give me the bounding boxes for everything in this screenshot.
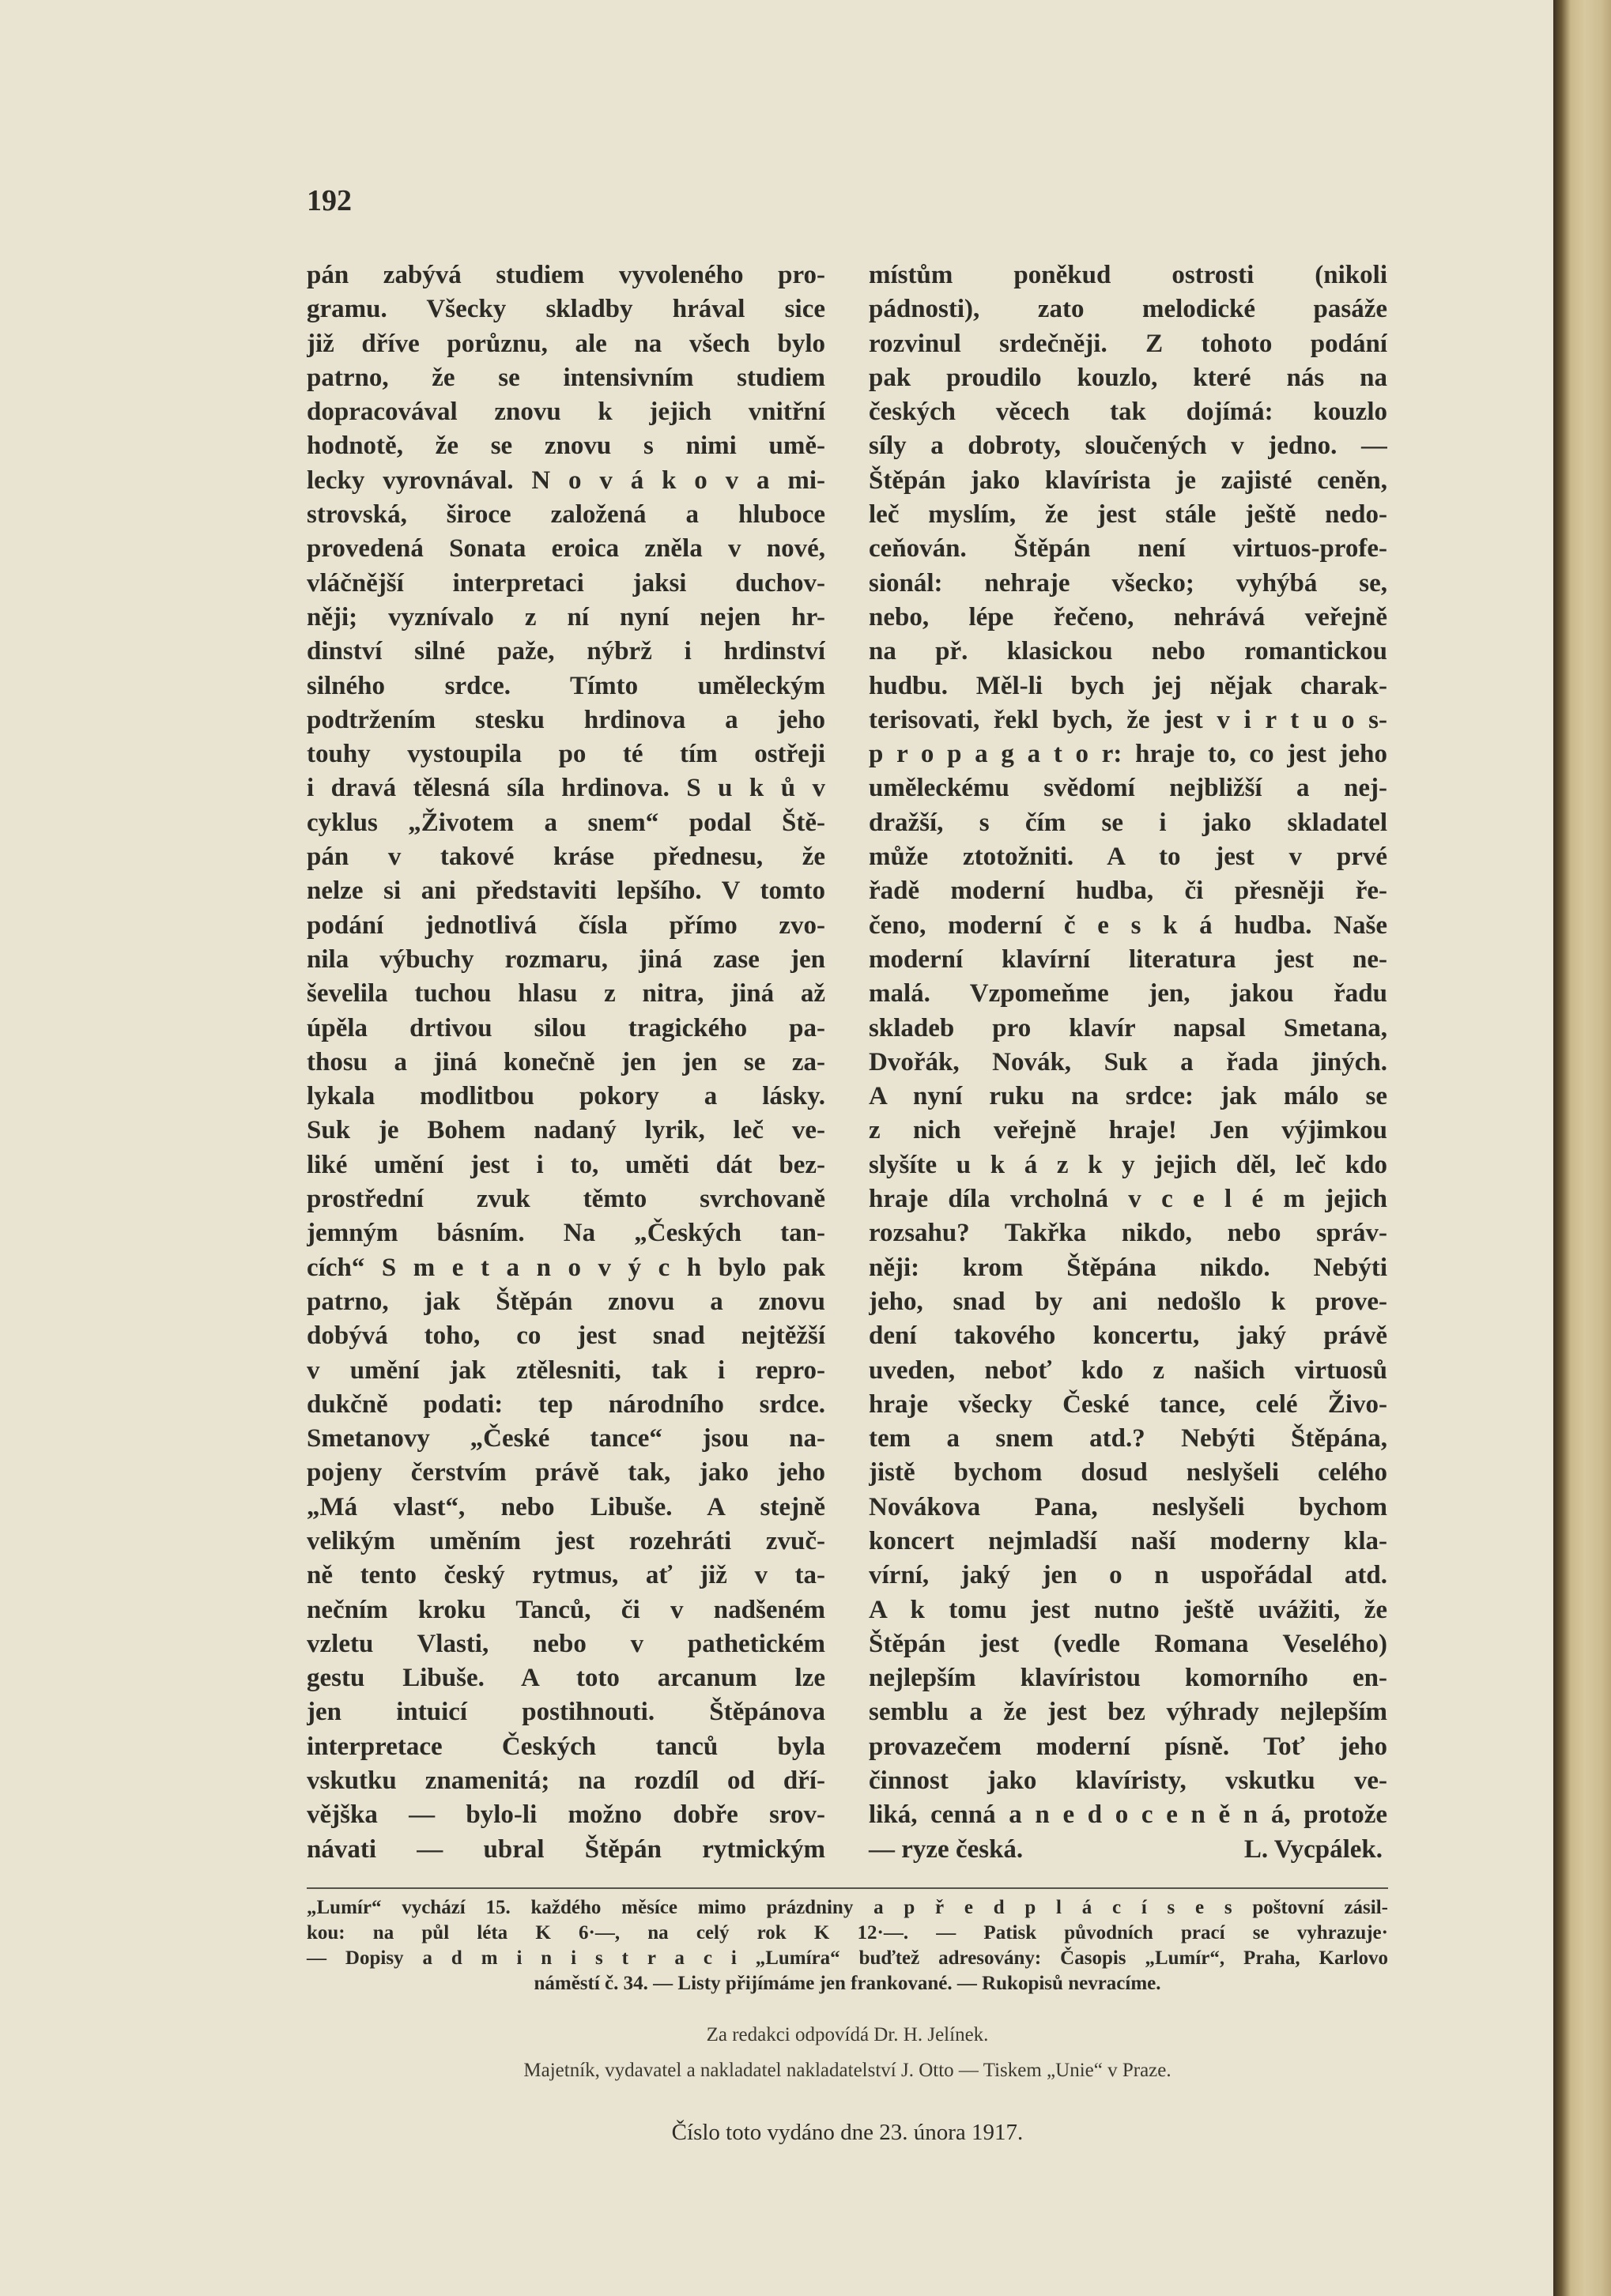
editor-line: Za redakci odpovídá Dr. H. Jelínek. [706,2024,989,2045]
text-line: ševelila tuchou hlasu z nitra, jiná až [307,979,825,1009]
text-line: řadě moderní hudba, či přesněji ře- [869,877,1387,906]
text-line: vláčnější interpretaci jaksi duchov- [307,568,825,598]
text-line: vějška — bylo-li možno dobře srov- [307,1800,825,1830]
text-line: liké umění jest i to, uměti dát bez- [307,1150,825,1179]
text-line: prostřední zvuk těmto svrchovaně [307,1185,825,1214]
text-line: patrno, jak Štěpán znovu a znovu [307,1287,825,1316]
text-line: velikým uměním jest rozehráti zvuč- [307,1526,825,1555]
right-text-column [869,258,1387,1867]
text-line: leč myslím, že jest stále ještě nedo- [869,500,1387,530]
text-line: rozsahu? Takřka nikdo, nebo správ- [869,1219,1387,1248]
text-line: síly a dobroty, sloučených v jedno. — [869,432,1387,461]
text-line: může ztotožniti. A to jest v prvé [869,843,1387,872]
text-line: ně tento český rytmus, ať již v ta- [307,1561,825,1590]
text-line: tem a snem atd.? Nebýti Štěpána, [869,1424,1387,1453]
text-line: A nyní ruku na srdce: jak málo se [869,1082,1387,1111]
text-line: něji: krom Štěpána nikdo. Nebýti [869,1253,1387,1282]
text-line: pán v takové kráse přednesu, že [307,843,825,872]
text-line: hraje díla vrcholná v c e l é m jejich [869,1185,1387,1214]
text-line: moderní klavírní literatura jest ne- [869,944,1387,974]
text-line: p r o p a g a t o r: hraje to, co jest jeho [869,740,1387,769]
text-line: z nich veřejně hraje! Jen výjimkou [869,1116,1387,1145]
text-line: návati — ubral Štěpán rytmickým [307,1834,825,1864]
left-text-column [307,258,825,1867]
text-line: thosu a jiná konečně jen jen se za- [307,1047,825,1076]
text-line: pán zabývá studiem vyvoleného pro- [307,261,825,289]
text-line: dení takového koncertu, jaký právě [869,1321,1387,1351]
text-line: Smetanovy „České tance“ jsou na- [307,1424,825,1453]
text-line: vzletu Vlasti, nebo v pathetickém [307,1629,825,1658]
text-line: jistě bychom dosud neslyšeli celého [869,1458,1387,1487]
text-line: gestu Libuše. A toto arcanum lze [307,1664,825,1693]
text-line: terisovati, řekl bych, že jest v i r t u o s- [869,705,1387,734]
subscription-notice [307,1895,1388,1996]
closing-signature-line [869,1833,1387,1867]
text-line: Štěpán jako klavírista je zajisté ceněn, [869,466,1387,495]
text-line: pádnosti), zato melodické pasáže [869,295,1387,324]
text-line: Štěpán jest (vedle Romana Veselého) [869,1629,1387,1658]
text-line: v umění jak ztělesniti, tak i repro- [307,1355,825,1385]
text-line: liká, cenná a n e d o c e n ě n á, protože [869,1800,1387,1830]
footer-divider [307,1887,1388,1889]
issue-date-line: Číslo toto vydáno dne 23. února 1917. [671,2120,1024,2145]
text-line: silného srdce. Tímto uměleckým [307,671,825,700]
text-line: činnost jako klavíristy, vskutku ve- [869,1766,1387,1796]
text-line: lecky vyrovnával. N o v á k o v a mi- [307,466,825,495]
text-line: uměleckému svědomí nejbližší a nej- [869,774,1387,803]
text-line: úpěla drtivou silou tragického pa- [307,1013,825,1042]
text-line: dukčně podati: tep národního srdce. [307,1389,825,1419]
text-line: uveden, neboť kdo z našich virtuosů [869,1355,1387,1385]
text-line: na př. klasickou nebo romantickou [869,637,1387,666]
text-line: Dvořák, Novák, Suk a řada jiných. [869,1047,1387,1076]
text-line: jen intuicí postihnouti. Štěpánova [307,1698,825,1727]
text-line: dražší, s čím se i jako skladatel [869,808,1387,837]
page-number: 192 [307,184,352,217]
text-line: Novákova Pana, neslyšeli bychom [869,1492,1387,1521]
text-line: něji; vyznívalo z ní nyní nejen hr- [307,602,825,631]
text-line: slyšíte u k á z k y jejich děl, leč kdo [869,1150,1387,1179]
text-line: interpretace Českých tanců byla [307,1732,825,1761]
notice-line: náměstí č. 34. — Listy přijímáme jen frankované. — Rukopisů nevracíme. [534,1973,1161,1994]
text-line: již dříve porůznu, ale na všech bylo [307,329,825,358]
text-line: lykala modlitbou pokory a lásky. [307,1082,825,1111]
notice-line: „Lumír“ vychází 15. každého měsíce mimo prázdniny a p ř e d p l á c í s e s poštovní zásil- [307,1897,1388,1918]
text-line: A k tomu jest nutno ještě uvážiti, že [869,1595,1387,1624]
text-line: semblu a že jest bez výhrady nejlepším [869,1698,1387,1727]
text-line: strovská, široce založená a hluboce [307,500,825,530]
text-line: jeho, snad by ani nedošlo k prove- [869,1287,1387,1316]
text-line: podání jednotlivá čísla přímo zvo- [307,910,825,940]
text-line: rozvinul srdečněji. Z tohoto podání [869,329,1387,358]
text-line: sionál: nehraje všecko; vyhýbá se, [869,568,1387,598]
text-line: nečním kroku Tanců, či v nadšeném [307,1595,825,1624]
text-line: dinství silné paže, nýbrž i hrdinství [307,637,825,666]
text-line: malá. Vzpomeňme jen, jakou řadu [869,979,1387,1009]
text-line: podtržením stesku hrdinova a jeho [307,705,825,734]
text-line: skladeb pro klavír napsal Smetana, [869,1013,1387,1042]
text-line: provazečem moderní písně. Toť jeho [869,1732,1387,1761]
text-line: gramu. Všecky skladby hrával sice [307,295,825,324]
text-line: touhy vystoupila po té tím ostřeji [307,740,825,769]
text-line: Suk je Bohem nadaný lyrik, leč ve- [307,1116,825,1145]
text-line: nila výbuchy rozmaru, jiná zase jen [307,944,825,974]
closing-text: — ryze česká. [869,1834,1024,1864]
text-line: jemným básním. Na „Českých tan- [307,1219,825,1248]
text-line: hraje všecky České tance, celé Živo- [869,1389,1387,1419]
text-line: vskutku znamenitá; na rozdíl od dří- [307,1766,825,1796]
author-signature: L. Vycpálek. [1243,1834,1383,1864]
text-line: nejlepším klavíristou komorního en- [869,1664,1387,1693]
text-line: dopracovával znovu k jejich vnitřní [307,398,825,427]
text-line: patrno, že se intensivním studiem [307,363,825,392]
text-line: koncert nejmladší naší moderny kla- [869,1526,1387,1555]
text-line: provedená Sonata eroica zněla v nové, [307,534,825,564]
text-line: i dravá tělesná síla hrdinova. S u k ů v [307,774,825,803]
text-line: cyklus „Životem a snem“ podal Ště- [307,808,825,837]
text-line: cích“ S m e t a n o v ý c h bylo pak [307,1253,825,1282]
text-line: dobývá toho, co jest snad nejtěžší [307,1321,825,1351]
book-binding-edge [1553,0,1611,2296]
text-line: pojeny čerstvím právě tak, jako jeho [307,1458,825,1487]
text-line: hodnotě, že se znovu s nimi umě- [307,432,825,461]
publisher-line: Majetník, vydavatel a nakladatel nakladatelství J. Otto — Tiskem „Unie“ v Praze. [523,2060,1171,2081]
text-line: „Má vlast“, nebo Libuše. A stejně [307,1492,825,1521]
text-line: vírní, jaký jen o n uspořádal atd. [869,1561,1387,1590]
text-line: ceňován. Štěpán není virtuos-profe- [869,534,1387,564]
text-line: místům poněkud ostrosti (nikoli [869,261,1387,289]
text-line: pak proudilo kouzlo, které nás na [869,363,1387,392]
notice-line: kou: na půl léta K 6·—, na celý rok K 12·—. — Patisk původních prací se vyhrazuje· [307,1922,1388,1943]
text-line: nelze si ani představiti lepšího. V tomto [307,877,825,906]
notice-line: — Dopisy a d m i n i s t r a c i „Lumíra“ buďtež adresovány: Časopis „Lumír“, Praha, Karlovo [307,1947,1388,1969]
text-line: českých věcech tak dojímá: kouzlo [869,398,1387,427]
text-line: čeno, moderní č e s k á hudba. Naše [869,910,1387,940]
text-line: hudbu. Měl-li bych jej nějak charak- [869,671,1387,700]
text-line: nebo, lépe řečeno, nehrává veřejně [869,602,1387,631]
